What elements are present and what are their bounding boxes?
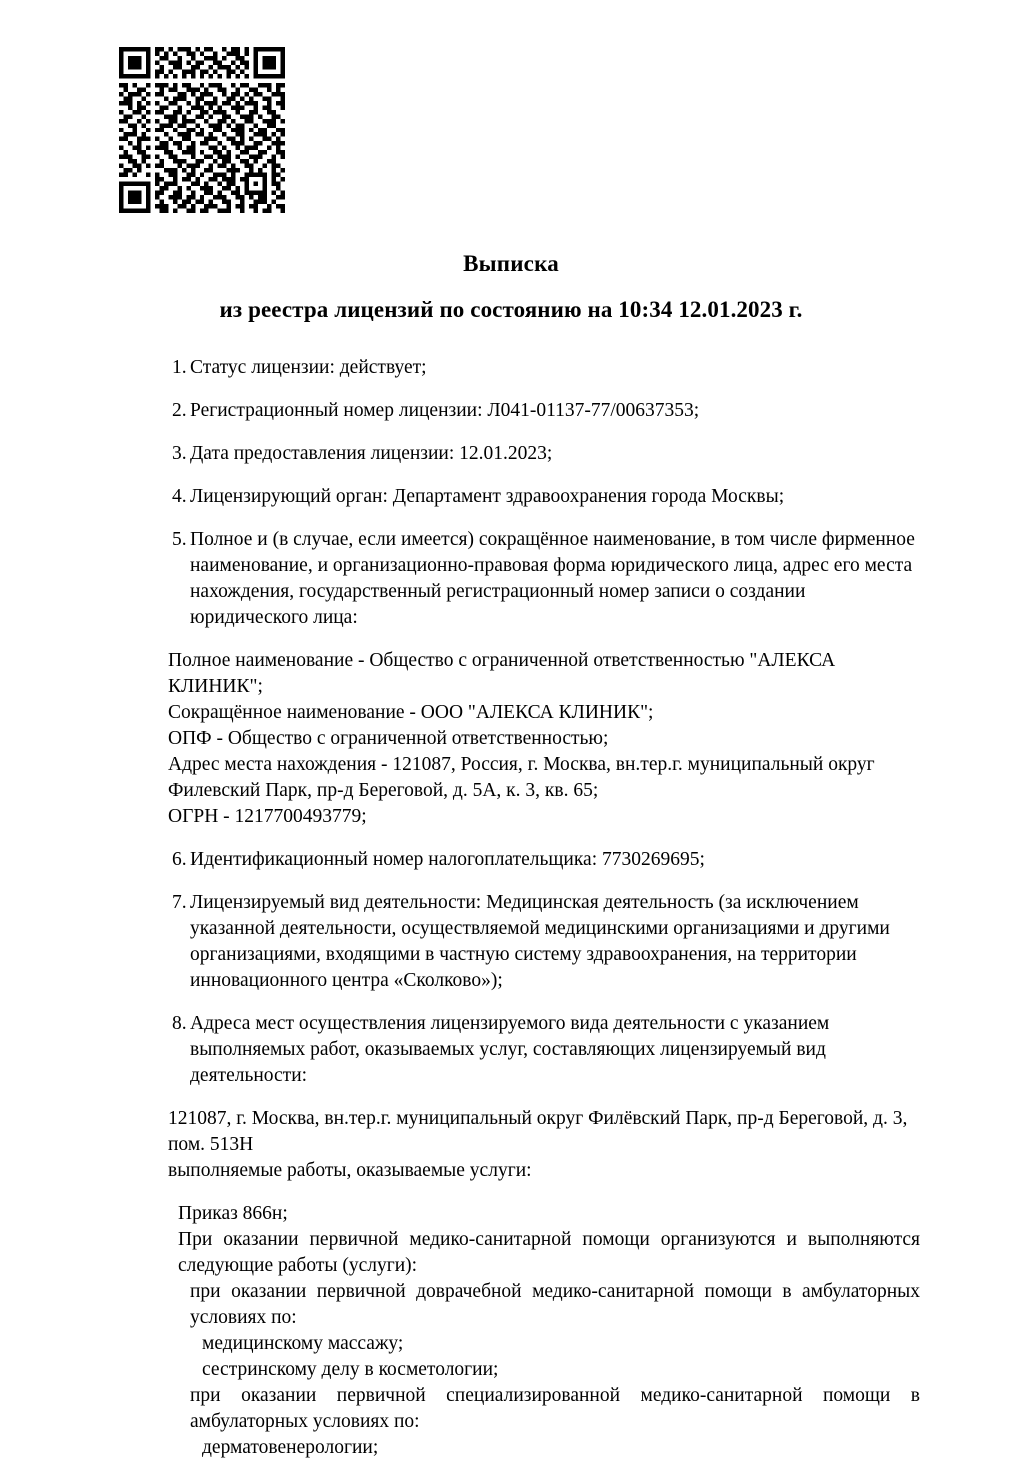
entity-ogrn: ОГРН - 1217700493779; xyxy=(168,806,367,827)
clause-4 xyxy=(168,484,920,510)
clause-7-number: 7. xyxy=(172,892,187,913)
clause-8-number: 8. xyxy=(172,1013,187,1034)
clause-3-text: Дата предоставления лицензии: 12.01.2023; xyxy=(190,443,553,464)
entity-full-name-line-1: Полное наименование - Общество с ограниченной ответственностью "АЛЕКСА xyxy=(168,650,836,671)
activity-address-line-2: пом. 513Н xyxy=(168,1134,254,1155)
clause-6 xyxy=(168,847,920,873)
clause-7-text: Лицензируемый вид деятельности: Медицинская деятельность (за исключением указанной деятельности, осуществляемой медицинскими организациями и другими организациями, входящими в частную систему здравоохранения, на территории инновационного центра «Сколково»); xyxy=(190,892,890,991)
clause-8-text: Адреса мест осуществления лицензируемого вида деятельности с указанием выполняемых работ, оказываемых услуг, составляющих лицензируемый вид деятельности: xyxy=(190,1013,830,1086)
clause-5-number: 5. xyxy=(172,529,187,550)
entity-legal-form: ОПФ - Общество с ограниченной ответственностью; xyxy=(168,728,609,749)
page-title: Выписка xyxy=(463,251,559,276)
services-block xyxy=(168,1201,920,1461)
clause-3 xyxy=(168,441,920,467)
entity-address-line-2: Филевский Парк, пр-д Береговой, д. 5А, к. 3, кв. 65; xyxy=(168,780,599,801)
activity-address-line-1: 121087, г. Москва, вн.тер.г. муниципальный округ Филёвский Парк, пр-д Береговой, д. 3, xyxy=(168,1108,908,1129)
document-body xyxy=(168,355,920,1461)
clause-1 xyxy=(168,355,920,381)
clause-7 xyxy=(168,890,920,994)
clause-2-number: 2. xyxy=(172,400,187,421)
entity-full-name-line-2: КЛИНИК"; xyxy=(168,676,263,697)
clause-6-text: Идентификационный номер налогоплательщика: 7730269695; xyxy=(190,849,705,870)
prehospital-care-heading: при оказании первичной доврачебной медико-санитарной помощи в амбулаторных условиях по: xyxy=(190,1281,920,1328)
primary-care-intro: При оказании первичной медико-санитарной помощи организуются и выполняются следующие работы (услуги): xyxy=(178,1229,920,1276)
service-order: Приказ 866н; xyxy=(178,1203,288,1224)
clause-6-number: 6. xyxy=(172,849,187,870)
qr-code-icon xyxy=(119,47,285,213)
clause-1-text: Статус лицензии: действует; xyxy=(190,357,427,378)
clause-5 xyxy=(168,527,920,631)
prehospital-service-item: сестринскому делу в косметологии; xyxy=(202,1359,499,1380)
prehospital-service-item: медицинскому массажу; xyxy=(202,1333,404,1354)
clause-2-text: Регистрационный номер лицензии: Л041-01137-77/00637353; xyxy=(190,400,700,421)
specialized-service-item: дерматовенерологии; xyxy=(202,1437,379,1458)
activity-works-heading: выполняемые работы, оказываемые услуги: xyxy=(168,1160,532,1181)
clause-2 xyxy=(168,398,920,424)
specialized-care-heading: при оказании первичной специализированной медико-санитарной помощи в амбулаторных условиях по: xyxy=(190,1385,920,1432)
entity-details-block xyxy=(168,648,920,830)
entity-short-name: Сокращённое наименование - ООО "АЛЕКСА КЛИНИК"; xyxy=(168,702,654,723)
entity-address-line-1: Адрес места нахождения - 121087, Россия, г. Москва, вн.тер.г. муниципальный округ xyxy=(168,754,875,775)
clause-3-number: 3. xyxy=(172,443,187,464)
clause-5-text: Полное и (в случае, если имеется) сокращённое наименование, в том числе фирменное наименование, и организационно-правовая форма юридического лица, адрес его места нахождения, государственный регистрационный номер записи о создании юридического лица: xyxy=(190,529,915,628)
clause-4-text: Лицензирующий орган: Департамент здравоохранения города Москвы; xyxy=(190,486,785,507)
clause-4-number: 4. xyxy=(172,486,187,507)
clause-8 xyxy=(168,1011,920,1089)
page-subtitle: из реестра лицензий по состоянию на 10:34 12.01.2023 г. xyxy=(219,297,803,322)
clause-1-number: 1. xyxy=(172,357,187,378)
activity-address-block xyxy=(168,1106,920,1184)
